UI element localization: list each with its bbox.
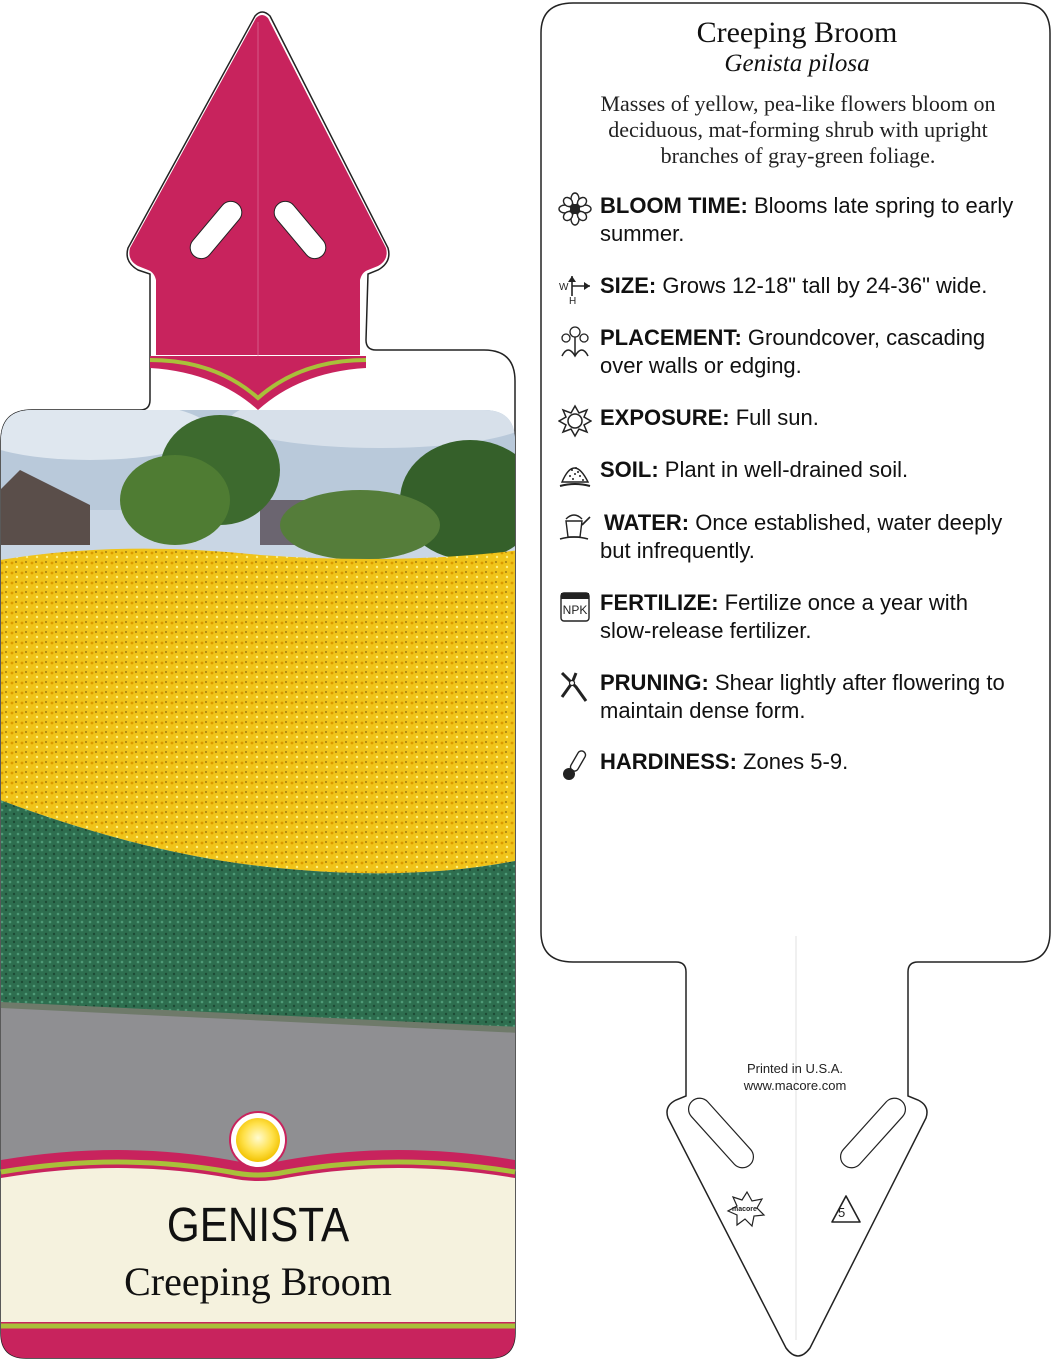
soil-label: SOIL: [600,457,659,482]
watering-can-icon [558,509,592,543]
front-common-name: Creeping Broom [124,1259,392,1304]
water-text: Once established, water deeply [695,510,1003,535]
thermometer-icon [558,748,592,782]
macore-logo-text: macore [732,1206,757,1213]
printed-in-text: Printed in U.S.A. [746,1061,844,1076]
flower-icon [558,192,592,226]
size-text: Grows 12-18" tall by 24-36" wide. [662,273,988,298]
pruning-label: PRUNING: [600,670,709,695]
fertilizer-icon [558,589,592,623]
plants-icon [558,324,592,358]
hardiness-label: HARDINESS: [600,749,737,774]
size-label: SIZE: [600,273,657,298]
pruners-icon [558,669,592,703]
back-latin-name: Genista pilosa [724,50,870,77]
front-genus-name: GENISTA [166,1199,350,1252]
back-title: Creeping Broom [696,16,898,49]
website-link[interactable]: www.macore.com [743,1078,847,1093]
bloom-time-cont: summer. [600,221,685,246]
fertilize-label: FERTILIZE: [600,590,719,615]
recycle-number: 5 [838,1205,846,1220]
exposure-text: Full sun. [735,405,819,430]
size-arrows-icon [558,272,592,306]
pruning-text: Shear lightly after flowering to [714,670,1005,695]
npk-text: NPK [562,603,588,617]
sun-icon [558,404,592,438]
soil-icon [558,456,592,490]
soil-text: Plant in well-drained soil. [664,457,909,482]
bloom-time-text: Blooms late spring to early [754,193,1014,218]
hardiness-text: Zones 5-9. [743,749,849,774]
water-label: WATER: [604,510,690,535]
water-cont: but infrequently. [600,538,755,563]
fertilize-text: Fertilize once a year with [724,590,968,615]
back-description: Masses of yellow, pea-like flowers bloom on deciduous, mat-forming shrub with upright branches of gray-green foliage. [600,91,996,168]
placement-text: Groundcover, cascading [747,325,986,350]
pruning-cont: maintain dense form. [600,698,806,723]
size-h-letter: H [569,296,577,306]
bloom-time-label: BLOOM TIME: [600,193,748,218]
size-w-letter: W [559,282,569,293]
placement-cont: over walls or edging. [600,353,802,378]
printer-credit [700,1060,890,1094]
fertilize-cont: slow-release fertilizer. [600,618,812,643]
placement-label: PLACEMENT: [600,325,742,350]
exposure-label: EXPOSURE: [600,405,730,430]
